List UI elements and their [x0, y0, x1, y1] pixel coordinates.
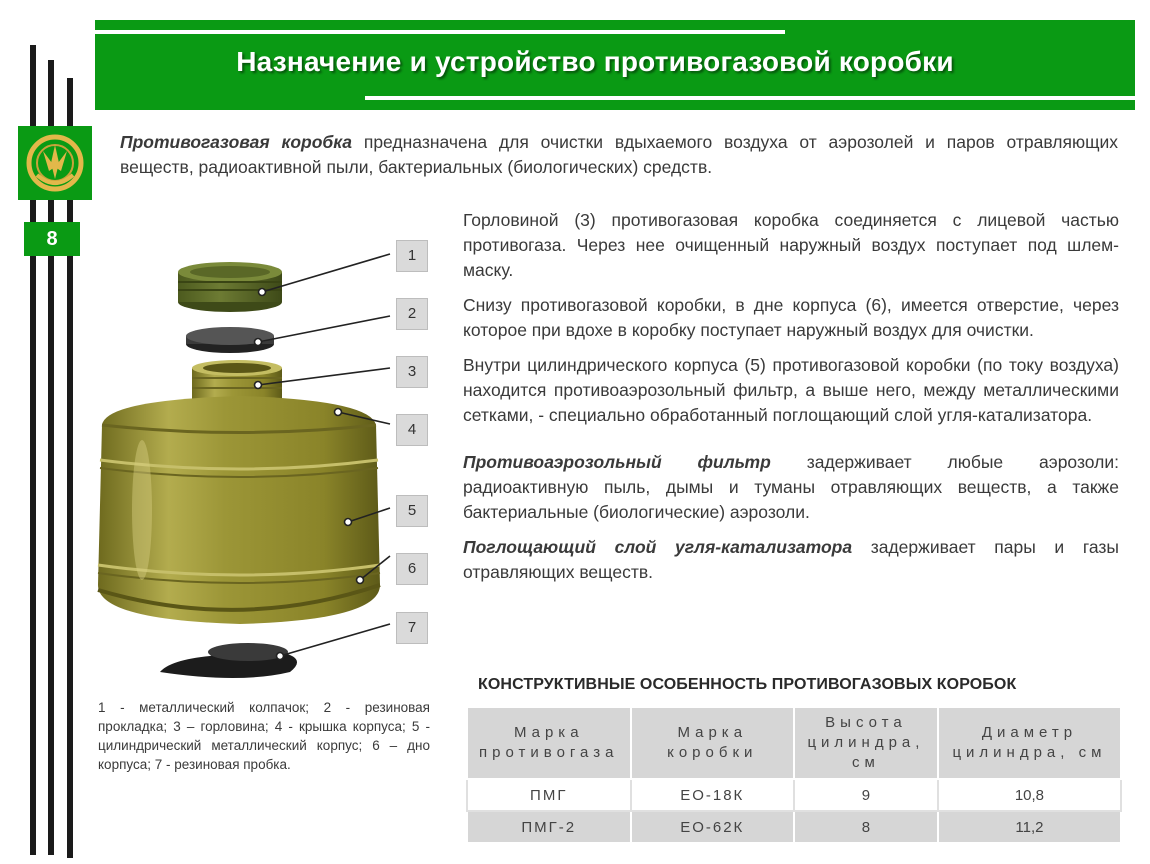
table-row [467, 811, 1121, 843]
callout-6: 6 [396, 553, 428, 585]
rubber-plug [160, 643, 297, 678]
callout-2: 2 [396, 298, 428, 330]
paragraph-inside: Внутри цилиндрического корпуса (5) противогазовой коробки (по току воздуха) находится противоаэрозольный фильтр, а выше него, между металлическими сетками, - специально обработанный поглощающий слой угля-катализатора. [463, 355, 1119, 425]
metal-cap [178, 262, 282, 312]
callout-3: 3 [396, 356, 428, 388]
emblem [18, 126, 92, 200]
table-row [467, 779, 1121, 811]
page-title: Назначение и устройство противогазовой коробки [236, 46, 954, 77]
callout-4: 4 [396, 414, 428, 446]
intro-text: предназначена для очистки вдыхаемого воздуха от аэрозолей и паров отравляющих веществ, радиоактивной пыли, бактериальных (биологических) средств. [120, 132, 1118, 177]
intro-term: Противогазовая коробка [120, 132, 353, 152]
table-cell: ЕО-62К [631, 811, 795, 843]
paragraph-bottom: Снизу противогазовой коробки, в дне корпуса (6), имеется отверстие, через которое при вдохе в коробку поступает наружный воздух для очистки. [463, 295, 1119, 340]
page-number: 8 [24, 222, 80, 256]
table-header-cell: Марка коробки [631, 707, 795, 779]
table-cell: 11,2 [938, 811, 1121, 843]
paragraph-charcoal [463, 535, 1119, 585]
slide-header [95, 20, 1135, 110]
header-line-top [95, 30, 785, 34]
table-cell: 8 [794, 811, 938, 843]
paragraph-neck: Горловиной (3) противогазовая коробка соединяется с лицевой частью противогаза. Через нее очищенный наружный воздух поступает под шлем-маску. [463, 210, 1119, 280]
table-cell: ПМГ [467, 779, 631, 811]
canister-body [98, 360, 380, 624]
emblem-icon [23, 131, 87, 195]
charcoal-text: задерживает пары и газы отравляющих веществ. [463, 537, 1119, 582]
canister-illustration [80, 240, 430, 690]
table-header-cell: Марка противогаза [467, 707, 631, 779]
intro-paragraph [120, 130, 1118, 180]
filter-term: Противоаэрозольный фильтр [463, 452, 771, 472]
table-header-cell: Высота цилиндра, см [794, 707, 938, 779]
table-header-row [467, 707, 1121, 779]
description-column [463, 208, 1119, 595]
callout-7: 7 [396, 612, 428, 644]
filter-text: задерживает любые аэрозоли: радиоактивную пыль, дымы и туманы отравляющих веществ, а также бактериальные (биологические) аэрозоли. [463, 452, 1119, 522]
callout-5: 5 [396, 495, 428, 527]
paragraph-filter [463, 450, 1119, 525]
canister-spec-table [466, 706, 1122, 844]
table-cell: ПМГ-2 [467, 811, 631, 843]
table-cell: 9 [794, 779, 938, 811]
charcoal-term: Поглощающий слой угля-катализатора [463, 537, 853, 557]
header-line-bottom [365, 96, 1135, 100]
table-cell: ЕО-18К [631, 779, 795, 811]
callout-1: 1 [396, 240, 428, 272]
table-header-cell: Диаметр цилиндра, см [938, 707, 1121, 779]
table-title: КОНСТРУКТИВНЫЕ ОСОБЕННОСТЬ ПРОТИВОГАЗОВЫХ КОРОБОК [478, 676, 1017, 693]
parts-legend: 1 - металлический колпачок; 2 - резиновая прокладка; 3 – горловина; 4 - крышка корпуса; 5 - цилиндрический металлический корпус; 6 – дно корпуса; 7 - резиновая пробка. [98, 700, 430, 772]
table-cell: 10,8 [938, 779, 1121, 811]
